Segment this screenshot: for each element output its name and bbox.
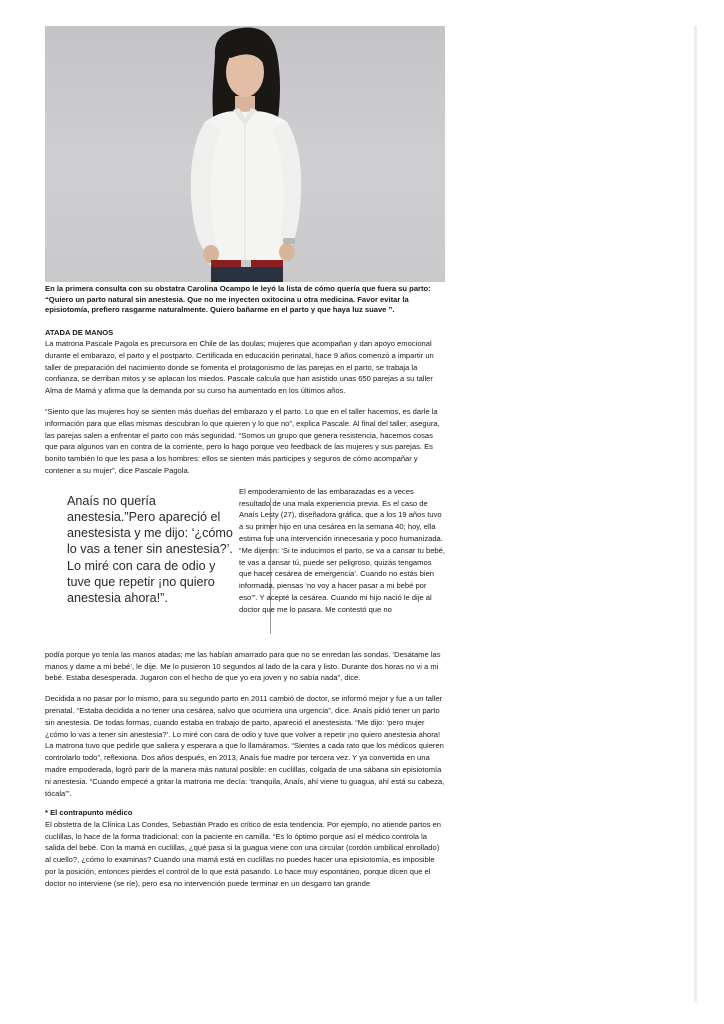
heading-bullet: * [45,808,48,818]
section-heading-atada-de-manos: ATADA DE MANOS [45,327,114,337]
paragraph-matrona: La matrona Pascale Pagola es precursora en Chile de las doulas; mujeres que acompañan y dan apoyo emocional durante el embarazo, el parto y el postparto. Certificada en educación perinatal, hace 9 años comenzó a impartir un taller de preparación del nacimiento donde se fomenta el protagonismo de las parejas en el parto, se trabaja la confianza, se derriban mitos y se aplacan los miedos. Pascale calcula que han asistido unas 650 parejas a su taller Alma de Mamá y afirma que la demanda por su curso ha aumentado en los últimos años. [45,339,434,396]
paragraph-siento: “Siento que las mujeres hoy se sienten más dueñas del embarazo y el parto. Lo que en el taller hacemos, es darle la información para que ellas mismas descubran lo que quieren y lo que no”, explica Pascale. Al final del taller, asegura, las parejas salen a enfrentar el parto con más seguridad. “Somos un grupo que genera resistencia, hacemos cosas que para algunos van en contra de la corriente, pero lo hago porque veo feedback de las mujeres y sus parejas. Es bonito también lo que les pasa a los hombres: ellos se sienten más participes y seguros de cómo acompañar y contener a su mujer”, dice Pascale Pagola. [45,406,440,475]
paragraph-continuation: podía porque yo tenía las manos atadas; me las habían amarrado para que no se enredan las sondas. ‘Desátame las manos y dame a mi bebé’, le dije. Me lo pusieron 10 segundos al lado de la cara y listo. Durante dos horas no vi a mi bebé. Estaba desesperada. Jugaron con el hecho de que yo era joven y no sabía nada”, dice. [45,649,441,683]
pullquote: Anaís no quería anestesia.”Pero apareció el anestesista y me dijo: ‘¿cómo lo vas a tener sin anestesia?’. Lo miré con cara de odio y tuve que repetir ¡no quiero anestesia ahora!”. [67,493,233,605]
woman-portrait-illustration [45,26,445,282]
article-photo [45,26,445,282]
heading-text: El contrapunto médico [50,808,133,818]
page-edge-line [694,26,697,1002]
paragraph-empoderamiento: El empoderamiento de las embarazadas es a veces resultado de una mala experiencia previa. Es el caso de Anaís Lesty (27), diseñadora gráfica, que a los 19 años tuvo a su primer hijo en una cesárea en la semana 40; hoy, ella estima fue una intervención innecesaria y poco humanizada. “Me dijeron: ‘Si te inducimos el parto, se va a cansar tu bebé, te vas a cansar tú, puede ser peligroso, quizás tengamos que hacer cesárea de emergencia’. Cuando no estás bien informada, piensas ‘no voy a hacer pasar a mi bebé por eso’”. Y acepté la cesárea. Cuando mi hijo nació le dije al doctor que me lo pasara. Me contestó que no [239,486,445,614]
pullquote-section [45,486,445,649]
photo-caption: En la primera consulta con su obstatra Carolina Ocampo le leyó la lista de cómo quería que fuera su parto: “Quiero un parto natural sin anestesia. Que no me inyecten oxitocina u otra medicina. Favor evitar la episiotomía, prefiero rasgarme naturalmente. Quiero bañarme en el parto y que haya luz suave ”. [45,284,431,314]
paragraph-obstetra: El obstetra de la Clínica Las Condes, Sebastián Prado es crítico de esta tendencia. Por ejemplo, no atiende partos en cuclillas, lo hace de la forma tradicional: con la paciente en camilla. “Es lo óptimo porque así el médico controla la salida del bebé. Con la mamá en cuclillas, ¿qué pasa si la guagua viene con una circular (cordón umbilical enrollado) al cuello?, ¿cómo lo examinas? Cuando una mamá está en cuclillas no puedes hacer una episiotomía, es imposible por la posición, entonces pierdes el control de lo que está pasando. Lo hace muy espontáneo, porque dicen que el doctor no interviene (se ríe), pero esa no intervención puede terminar en un desgarro tan grande [45,819,441,888]
article-body [45,284,445,890]
section-heading-contrapunto [45,808,445,819]
paragraph-decidida: Decidida a no pasar por lo mismo, para su segundo parto en 2011 cambió de doctor, se informó mejor y fue a un taller prenatal. “Estaba decidida a no tener una cesárea, salvo que ocurriera una urgencia”, dice. Anaís pidió tener un parto sin anestesia. De todas formas, cuando estaba en trabajo de parto, apareció el anestesista. “Me dijo: ‘pero mujer ¿cómo lo vas a tener sin anestesia?’. Lo miré con cara de odio y tuve que volver a repetir ¡no quiero anestesia ahora! La matrona tuvo que pedirle que saliera y esperara a que lo llamáramos. “Sientes a cada rato que los médicos quieren controlarlo todo”, reflexiona. Dos años después, en 2013, Anaís fue madre por tercera vez. Y ya convertida en una madre empoderada, logró parir de la manera más natural posible: en cuclillas, colgada de una sábana sin episiotomía ni anestesia. “Cuando empecé a gritar la matrona me decía: ‘tranquila, Anaís, ahí viene tu guagua, ahí está su cabeza, tócala’”. [45,694,445,798]
